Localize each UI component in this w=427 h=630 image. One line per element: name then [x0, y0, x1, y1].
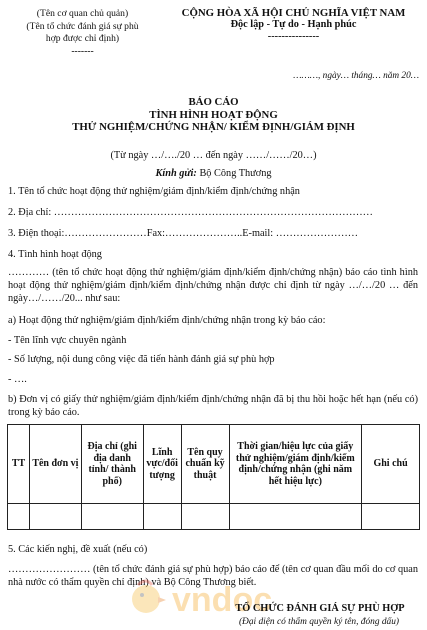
- item-2-address: 2. Địa chỉ: …………………………………………………………………………………: [8, 207, 373, 218]
- item-4a-heading: a) Hoạt động thử nghiệm/giám định/kiểm định/chứng nhận trong kỳ báo cáo:: [8, 315, 326, 326]
- column-header-notes: Ghi chú: [362, 425, 420, 504]
- table-cell: [29, 504, 81, 530]
- item-5-recommendations: 5. Các kiến nghị, đề xuất (nếu có): [8, 544, 148, 555]
- left-header-divider: -------: [71, 45, 94, 57]
- recipient-line: [0, 168, 427, 179]
- table-row: [8, 504, 420, 530]
- signing-organization-title: TỔ CHỨC ĐÁNH GIÁ SỰ PHÙ HỢP: [235, 603, 405, 614]
- column-header-technical-regulation: Tên quy chuẩn kỹ thuật: [181, 425, 229, 504]
- vndoc-watermark-logo: [128, 575, 303, 623]
- item-5-paragraph: …………………… (tên tổ chức đánh giá sự phù hợp) báo cáo để (tên cơ quan đầu mối do cơ quan nhà nước có thẩm quyền chỉ định) và Bộ Công Thương biết.: [8, 564, 418, 589]
- revoked-units-table: [7, 424, 420, 530]
- item-4-activity-status: 4. Tình hình hoạt động: [8, 249, 102, 260]
- national-header-block: [160, 7, 427, 43]
- item-4a-bullet-etc: - ….: [8, 374, 27, 385]
- item-4a-bullet-field: - Tên lĩnh vực chuyên ngành: [8, 335, 127, 346]
- item-3-contact: 3. Điện thoại:……………………Fax:…………………..E-mail: ……………………: [8, 228, 359, 239]
- reporting-period: (Từ ngày …/…./20 … đến ngày ……/……/20…): [110, 150, 317, 161]
- table-cell: [362, 504, 420, 530]
- signature-instruction: (Đại diện có thẩm quyền ký tên, đóng dấu): [238, 617, 400, 627]
- table-header-row: [8, 425, 420, 504]
- table-cell: [229, 504, 362, 530]
- parent-agency-placeholder: (Tên cơ quan chủ quản): [36, 8, 129, 19]
- issuing-organization-block: [0, 8, 165, 58]
- item-4b-paragraph: b) Đơn vị có giấy thử nghiệm/giám định/kiểm định/chứng nhận đã bị thu hồi hoặc hết hạn (nếu có) trong kỳ báo cáo.: [8, 394, 418, 419]
- column-header-unit-name: Tên đơn vị: [29, 425, 81, 504]
- organization-name-placeholder-line2: hợp được chỉ định): [45, 33, 120, 44]
- column-header-field: Lĩnh vực/đối tượng: [143, 425, 181, 504]
- column-header-no: TT: [8, 425, 30, 504]
- organization-name-placeholder-line1: (Tên tổ chức đánh giá sự phù: [26, 20, 139, 32]
- title-line-3: THỬ NGHIỆM/CHỨNG NHẬN/ KIỂM ĐỊNH/GIÁM ĐỊNH: [72, 121, 355, 133]
- watermark-text: vndoc: [172, 581, 273, 619]
- table-cell: [181, 504, 229, 530]
- report-title: [0, 96, 427, 134]
- column-header-address: Địa chỉ (ghi địa danh tỉnh/ thành phố): [81, 425, 143, 504]
- recipient-label: Kính gửi:: [155, 168, 197, 179]
- item-4-paragraph: ………… (tên tổ chức hoạt động thử nghiệm/giám định/kiểm định/chứng nhận) báo cáo tình hình hoạt động thử nghiệm/giám định/kiểm định/chứng nhận được chỉ định từ ngày …/…/20 … đến ngày…/……/20... như sau:: [8, 267, 418, 305]
- table-cell: [81, 504, 143, 530]
- right-header-divider: ---------------: [267, 31, 320, 42]
- title-line-2: TÌNH HÌNH HOẠT ĐỘNG: [149, 108, 278, 121]
- item-1-org-name: 1. Tên tổ chức hoạt động thử nghiệm/giám định/kiểm định/chứng nhận: [8, 186, 300, 197]
- date-place-line: ………, ngày… tháng… năm 20…: [293, 71, 419, 81]
- column-header-validity: Thời gian/hiệu lực của giấy thử nghiệm/giám định/kiểm định/chứng nhận (ghi năm hết hiệu lực): [229, 425, 362, 504]
- nation-name: CỘNG HÒA XÃ HỘI CHỦ NGHĨA VIỆT NAM: [181, 7, 406, 19]
- table-cell: [143, 504, 181, 530]
- table-cell: [8, 504, 30, 530]
- title-line-1: BÁO CÁO: [188, 96, 239, 108]
- item-4a-bullet-quantity: - Số lượng, nội dung công việc đã tiến hành đánh giá sự phù hợp: [8, 354, 275, 365]
- national-motto: Độc lập - Tự do - Hạnh phúc: [230, 19, 357, 30]
- recipient-value: Bộ Công Thương: [199, 168, 272, 179]
